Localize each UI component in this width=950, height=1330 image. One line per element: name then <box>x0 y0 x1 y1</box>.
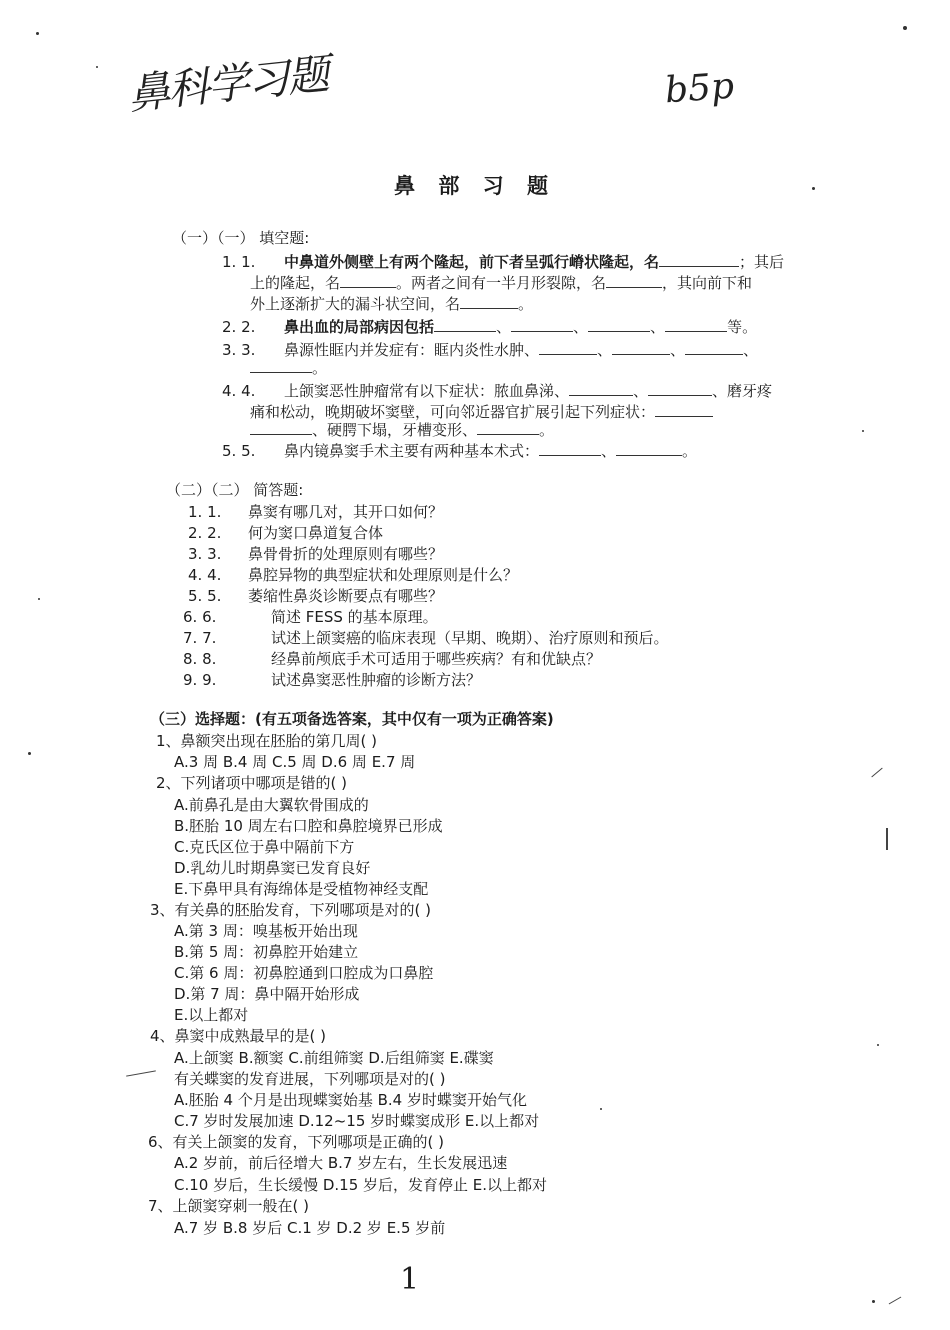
scan-speck <box>862 430 864 432</box>
separator: 、 <box>573 318 589 336</box>
separator: 、 <box>670 341 686 359</box>
item-number: 3. 3. <box>188 545 222 563</box>
item-end: 。 <box>539 421 555 439</box>
separator: 、 <box>743 341 759 359</box>
answer-blank[interactable] <box>588 317 650 332</box>
item-number: 2. 2. <box>188 524 222 542</box>
question-3-option-d: D.第 7 周：鼻中隔开始形成 <box>174 985 360 1003</box>
fill-item-1-line2 <box>250 273 752 293</box>
answer-blank[interactable] <box>616 441 682 456</box>
fill-item-2 <box>222 317 757 337</box>
short-item-1 <box>188 502 443 522</box>
question-2-option-e: E.下鼻甲具有海绵体是受植物神经支配 <box>174 880 429 898</box>
question-4: 4、鼻窦中成熟最早的是( ) <box>150 1027 327 1045</box>
answer-blank[interactable] <box>434 317 496 332</box>
page-number: 1 <box>400 1262 420 1297</box>
question-3-option-b: B.第 5 周：初鼻腔开始建立 <box>174 943 359 961</box>
item-text: 。两者之间有一半月形裂隙，名 <box>396 274 607 292</box>
question-2-option-c: C.克氏区位于鼻中隔前下方 <box>174 838 355 856</box>
item-text: ，其向前下和 <box>662 274 753 292</box>
item-text: 鼻内镜鼻窦手术主要有两种基本术式： <box>284 442 540 460</box>
question-3: 3、有关鼻的胚胎发育，下列哪项是对的( ) <box>150 901 432 919</box>
answer-blank[interactable] <box>539 441 601 456</box>
scan-speck <box>28 752 31 755</box>
scan-mark <box>126 1070 156 1076</box>
item-text: 鼻窦有哪几对，其开口如何？ <box>248 503 444 521</box>
short-item-2 <box>188 523 383 543</box>
scan-speck <box>903 26 907 30</box>
item-end: 。 <box>682 442 698 460</box>
item-text: 上的隆起，名 <box>250 274 341 292</box>
answer-blank[interactable] <box>648 381 712 396</box>
answer-blank[interactable] <box>250 358 312 373</box>
answer-blank[interactable] <box>569 381 633 396</box>
question-3-option-a: A.第 3 周：嗅基板开始出现 <box>174 922 358 940</box>
item-number: 8. 8. <box>183 650 217 668</box>
item-number: 3. 3. <box>222 341 256 359</box>
question-1: 1、鼻额突出现在胚胎的第几周( ) <box>156 732 378 750</box>
separator: 、 <box>597 341 613 359</box>
item-number: 1. 1. <box>222 253 256 271</box>
fill-item-3-line2 <box>250 358 327 378</box>
short-item-6 <box>183 607 438 627</box>
item-end: 。 <box>312 359 328 377</box>
short-item-5 <box>188 586 443 606</box>
item-text: 萎缩性鼻炎诊断要点有哪些？ <box>248 587 444 605</box>
separator: 、 <box>496 318 512 336</box>
handwritten-title: 鼻科学习题 <box>125 49 330 119</box>
fill-item-3 <box>222 340 758 360</box>
item-text: 试述上颌窦癌的临床表现（早期、晚期）、治疗原则和预后。 <box>271 629 669 647</box>
separator: 、 <box>650 318 666 336</box>
item-text: 、硬腭下塌，牙槽变形、 <box>312 421 478 439</box>
answer-blank[interactable] <box>250 420 312 435</box>
answer-blank[interactable] <box>460 294 518 309</box>
scan-mark <box>871 768 882 778</box>
item-text: 何为窦口鼻道复合体 <box>248 524 384 542</box>
item-number: 7. 7. <box>183 629 217 647</box>
question-2: 2、下列诸项中哪项是错的( ) <box>156 774 348 792</box>
question-5-options-line1: A.胚胎 4 个月是出现蝶窦始基 B.4 岁时蝶窦开始气化 <box>174 1091 527 1109</box>
scan-speck <box>96 66 98 68</box>
answer-blank[interactable] <box>659 252 739 267</box>
question-2-option-d: D.乳幼儿时期鼻窦已发育良好 <box>174 859 371 877</box>
item-text: 上颌窦恶性肿瘤常有以下症状：脓血鼻涕、 <box>284 382 570 400</box>
fill-item-4-line3 <box>250 420 554 440</box>
section2-heading: （二）（二） 简答题: <box>166 481 304 499</box>
question-2-option-a: A.前鼻孔是由大翼软骨围成的 <box>174 796 369 814</box>
question-7-options: A.7 岁 B.8 岁后 C.1 岁 D.2 岁 E.5 岁前 <box>174 1219 446 1237</box>
answer-blank[interactable] <box>612 340 670 355</box>
item-text: 鼻腔异物的典型症状和处理原则是什么？ <box>248 566 519 584</box>
item-text: ；其后 <box>739 253 785 271</box>
fill-item-1-line1 <box>222 252 784 272</box>
question-5-options-line2: C.7 岁时发展加速 D.12~15 岁时蝶窦成形 E.以上都对 <box>174 1112 540 1130</box>
item-text: 简述 FESS 的基本原理。 <box>271 608 438 626</box>
item-text: 经鼻前颅底手术可适用于哪些疾病？有和优缺点？ <box>271 650 602 668</box>
fill-item-1-line3 <box>250 294 533 314</box>
question-4-options: A.上颌窦 B.额窦 C.前组筛窦 D.后组筛窦 E.碟窦 <box>174 1049 494 1067</box>
answer-blank[interactable] <box>655 402 713 417</box>
item-text: 。 <box>518 295 534 313</box>
scan-speck <box>877 1044 879 1046</box>
question-3-option-c: C.第 6 周：初鼻腔通到口腔成为口鼻腔 <box>174 964 434 982</box>
separator: 、 <box>601 442 617 460</box>
short-item-4 <box>188 565 518 585</box>
answer-blank[interactable] <box>477 420 539 435</box>
short-item-8 <box>183 649 601 669</box>
answer-blank[interactable] <box>685 340 743 355</box>
scan-speck <box>38 598 40 600</box>
item-number: 6. 6. <box>183 608 217 626</box>
answer-blank[interactable] <box>665 317 727 332</box>
question-7: 7、上颌窦穿刺一般在( ) <box>148 1197 310 1215</box>
item-text: 鼻出血的局部病因包括 <box>284 318 435 336</box>
item-number: 5. 5. <box>222 442 256 460</box>
fill-item-4-line2 <box>250 402 713 422</box>
fill-item-4-line1 <box>222 381 772 401</box>
scan-speck <box>872 1300 875 1303</box>
item-number: 5. 5. <box>188 587 222 605</box>
item-number: 4. 4. <box>222 382 256 400</box>
question-5: 有关蝶窦的发育进展，下列哪项是对的( ) <box>174 1070 446 1088</box>
short-item-7 <box>183 628 669 648</box>
item-text: 痛和松动，晚期破坏窦壁，可向邻近器官扩展引起下列症状： <box>250 403 656 421</box>
answer-blank[interactable] <box>539 340 597 355</box>
answer-blank[interactable] <box>606 273 662 288</box>
scan-mark <box>889 1297 902 1305</box>
item-text: 、磨牙疼 <box>712 382 773 400</box>
handwritten-mark: b5p <box>663 65 736 112</box>
section3-heading: （三）选择题：(有五项备选答案，其中仅有一项为正确答案) <box>150 710 554 728</box>
scan-speck <box>600 1108 602 1110</box>
item-text: 外上逐渐扩大的漏斗状空间，名 <box>250 295 461 313</box>
separator: 、 <box>633 382 649 400</box>
scan-mark <box>886 828 888 850</box>
short-item-3 <box>188 544 443 564</box>
item-number: 2. 2. <box>222 318 256 336</box>
question-6-options-line2: C.10 岁后，生长缓慢 D.15 岁后，发育停止 E.以上都对 <box>174 1176 548 1194</box>
item-number: 1. 1. <box>188 503 222 521</box>
question-2-option-b: B.胚胎 10 周左右口腔和鼻腔境界已形成 <box>174 817 443 835</box>
short-item-9 <box>183 670 481 690</box>
answer-blank[interactable] <box>340 273 396 288</box>
item-text: 鼻源性眶内并发症有：眶内炎性水肿、 <box>284 341 540 359</box>
document-title: 鼻 部 习 题 <box>394 174 556 198</box>
item-end: 等。 <box>727 318 758 336</box>
question-6: 6、有关上颌窦的发育，下列哪项是正确的( ) <box>148 1133 445 1151</box>
item-text: 中鼻道外侧壁上有两个隆起，前下者呈弧行嵴状隆起，名 <box>284 253 660 271</box>
question-1-options: A.3 周 B.4 周 C.5 周 D.6 周 E.7 周 <box>174 753 416 771</box>
section1-heading: （一）（一） 填空题: <box>172 229 310 247</box>
scan-speck <box>36 32 39 35</box>
fill-item-5 <box>222 441 697 461</box>
scan-speck <box>812 187 815 190</box>
item-text: 鼻骨骨折的处理原则有哪些？ <box>248 545 444 563</box>
item-number: 9. 9. <box>183 671 217 689</box>
answer-blank[interactable] <box>511 317 573 332</box>
question-6-options-line1: A.2 岁前，前后径增大 B.7 岁左右，生长发展迅速 <box>174 1154 508 1172</box>
item-number: 4. 4. <box>188 566 222 584</box>
item-text: 试述鼻窦恶性肿瘤的诊断方法？ <box>271 671 482 689</box>
question-3-option-e: E.以上都对 <box>174 1006 249 1024</box>
